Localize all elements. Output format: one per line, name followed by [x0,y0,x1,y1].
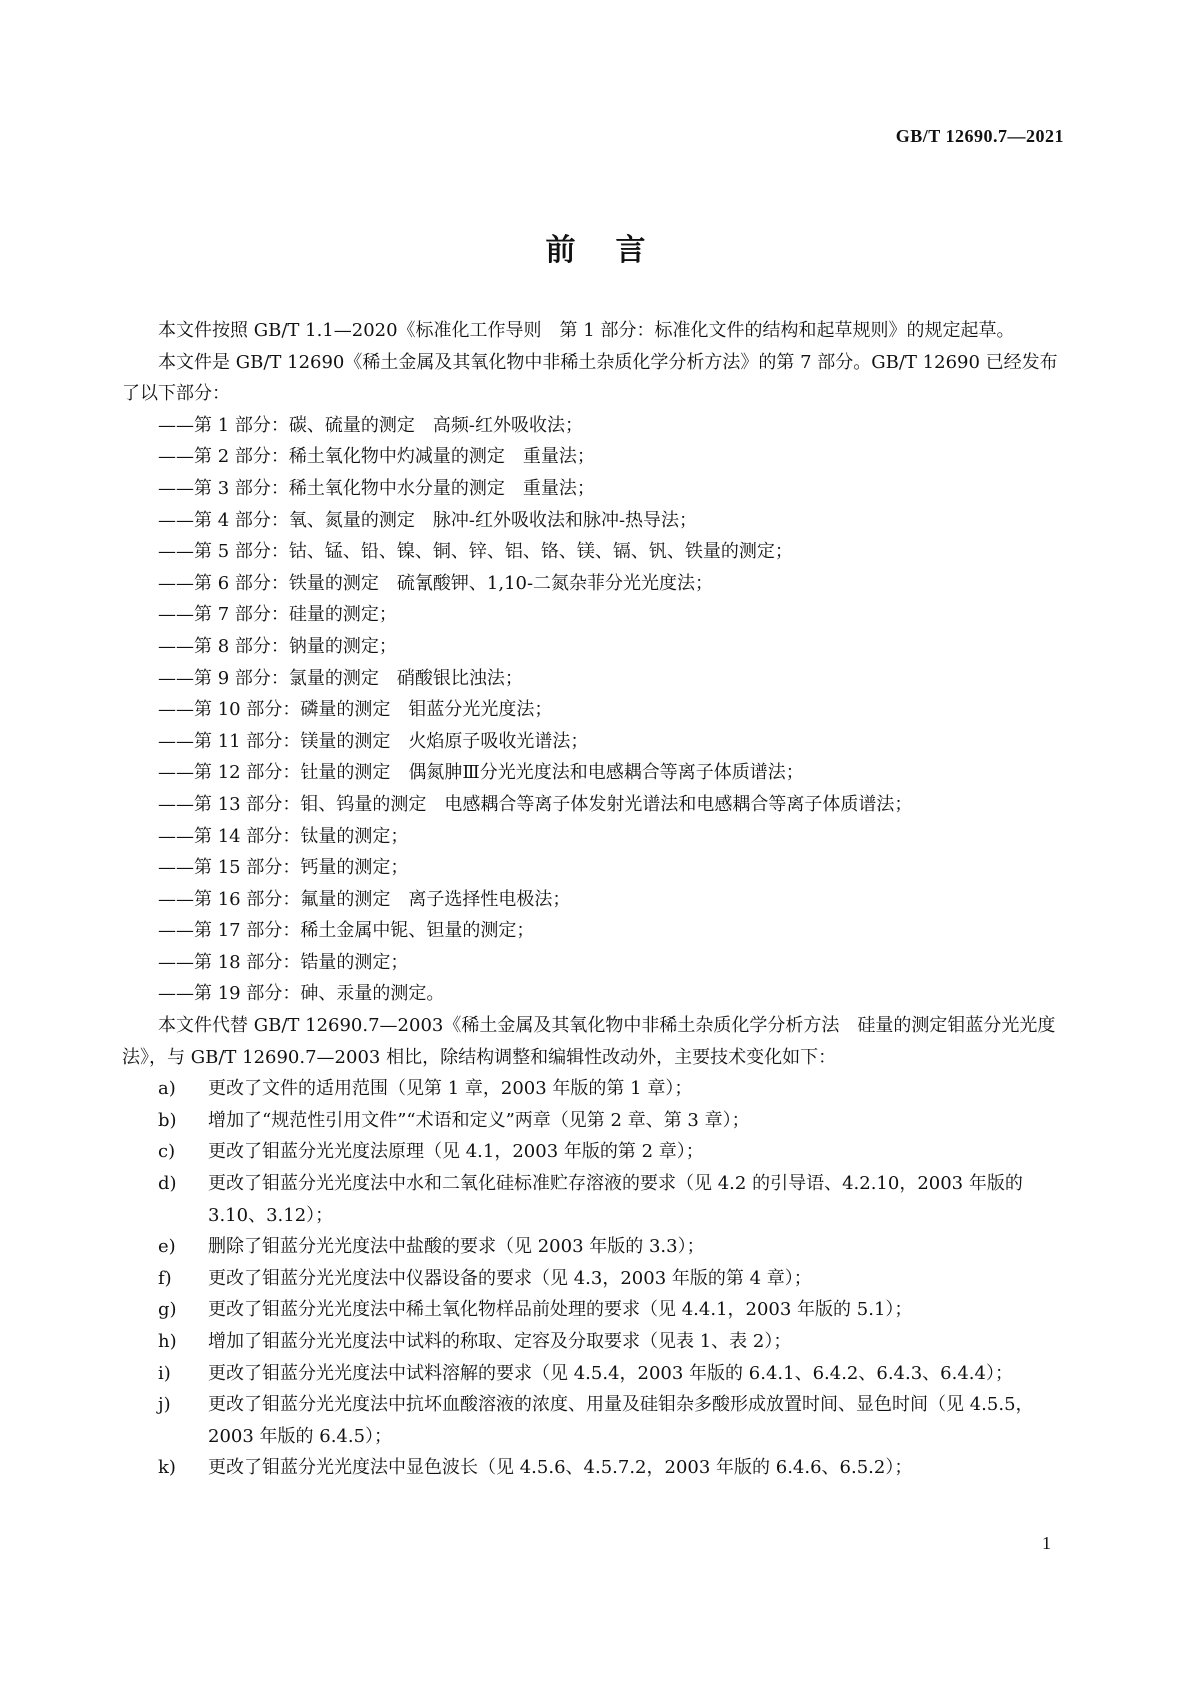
change-text: 更改了文件的适用范围（见第 1 章，2003 年版的第 1 章）； [208,1078,693,1100]
change-label: g) [158,1299,177,1321]
replacement-paragraph: 本文件代替 GB/T 12690.7—2003《稀土金属及其氧化物中非稀土杂质化学分析方法 硅量的测定钼蓝分光光度法》，与 GB/T 12690.7—2003 相比，除结构调整和编辑性改动外，主要技术变化如下： [122,1015,1056,1068]
change-text: 更改了钼蓝分光光度法中稀土氧化物样品前处理的要求（见 4.4.1，2003 年版的 5.1）； [208,1299,913,1321]
list-item: ——第 17 部分：稀土金属中铌、钽量的测定； [158,920,535,942]
list-item: ——第 11 部分：镁量的测定 火焰原子吸收光谱法； [158,730,589,752]
list-item: ——第 13 部分：钼、钨量的测定 电感耦合等离子体发射光谱法和电感耦合等离子体质谱法； [158,793,913,815]
list-item: ——第 2 部分：稀土氧化物中灼减量的测定 重量法； [158,446,595,468]
page-title: 前言 [545,233,686,268]
change-item [122,1105,1062,1137]
change-text: 更改了钼蓝分光光度法原理（见 4.1，2003 年版的第 2 章）； [208,1141,704,1163]
list-item: ——第 6 部分：铁量的测定 硫氰酸钾、1,10-二氮杂菲分光光度法； [158,572,714,594]
change-label: j) [158,1394,171,1416]
change-text: 增加了“规范性引用文件”“术语和定义”两章（见第 2 章、第 3 章）； [208,1109,750,1131]
list-item: ——第 1 部分：碳、硫量的测定 高频-红外吸收法； [158,414,583,436]
change-item [122,1452,1062,1484]
change-text: 更改了钼蓝分光光度法中抗坏血酸溶液的浓度、用量及硅钼杂多酸形成放置时间、显色时间（见 4.5.5，2003 年版的 6.4.5）； [208,1394,1034,1447]
change-label: d) [158,1173,177,1195]
change-text: 增加了钼蓝分光光度法中试料的称取、定容及分取要求（见表 1、表 2）； [208,1331,792,1352]
list-item: ——第 9 部分：氯量的测定 硝酸银比浊法； [158,667,523,689]
list-item: ——第 5 部分：钴、锰、铅、镍、铜、锌、铝、铬、镁、镉、钒、铁量的测定； [158,541,793,563]
changes-list [122,1073,1062,1484]
change-item [122,1073,1062,1105]
change-text: 更改了钼蓝分光光度法中试料溶解的要求（见 4.5.4，2003 年版的 6.4.1、6.4.2、6.4.3、6.4.4）； [208,1362,1013,1384]
change-label: i) [158,1362,171,1384]
change-item [122,1136,1062,1168]
parts-list [122,410,1062,1010]
document-body [122,315,1062,1484]
list-item: ——第 19 部分：砷、汞量的测定。 [158,983,445,1005]
change-label: b) [158,1109,177,1131]
list-item: ——第 18 部分：锆量的测定； [158,951,409,973]
change-item [122,1358,1062,1390]
change-label: k) [158,1457,176,1479]
change-item [122,1326,1062,1358]
change-item [122,1231,1062,1263]
list-item: ——第 14 部分：钛量的测定； [158,825,409,847]
list-item: ——第 12 部分：钍量的测定 偶氮胂Ⅲ分光光度法和电感耦合等离子体质谱法； [158,762,804,784]
intro-paragraph: 本文件是 GB/T 12690《稀土金属及其氧化物中非稀土杂质化学分析方法》的第 7 部分。GB/T 12690 已经发布了以下部分： [122,351,1058,405]
list-item: ——第 15 部分：钙量的测定； [158,857,409,879]
change-text: 更改了钼蓝分光光度法中水和二氧化硅标准贮存溶液的要求（见 4.2 的引导语、4.2.10，2003 年版的 3.10、3.12）； [208,1173,1023,1226]
list-item: ——第 4 部分：氧、氮量的测定 脉冲-红外吸收法和脉冲-热导法； [158,509,698,531]
list-item: ——第 10 部分：磷量的测定 钼蓝分光光度法； [158,699,553,721]
change-item [122,1389,1062,1452]
change-item [122,1294,1062,1326]
list-item: ——第 3 部分：稀土氧化物中水分量的测定 重量法； [158,477,595,499]
page-number: 1 [1042,1533,1051,1553]
list-item: ——第 7 部分：硅量的测定； [158,604,397,626]
change-label: c) [158,1141,176,1163]
intro-paragraph: 本文件按照 GB/T 1.1—2020《标准化工作导则 第 1 部分：标准化文件的结构和起草规则》的规定起草。 [158,320,1015,341]
change-label: e) [158,1236,176,1258]
change-text: 更改了钼蓝分光光度法中仪器设备的要求（见 4.3，2003 年版的第 4 章）； [208,1267,812,1289]
change-text: 删除了钼蓝分光光度法中盐酸的要求（见 2003 年版的 3.3）； [208,1236,705,1258]
change-text: 更改了钼蓝分光光度法中显色波长（见 4.5.6、4.5.7.2，2003 年版的 6.4.6、6.5.2）； [208,1457,913,1479]
change-item [122,1263,1062,1295]
change-label: f) [158,1267,172,1289]
change-label: h) [158,1331,177,1352]
standard-code: GB/T 12690.7—2021 [895,126,1064,146]
change-label: a) [158,1078,176,1100]
list-item: ——第 8 部分：钠量的测定； [158,635,397,657]
list-item: ——第 16 部分：氟量的测定 离子选择性电极法； [158,888,571,910]
change-item [122,1168,1062,1231]
